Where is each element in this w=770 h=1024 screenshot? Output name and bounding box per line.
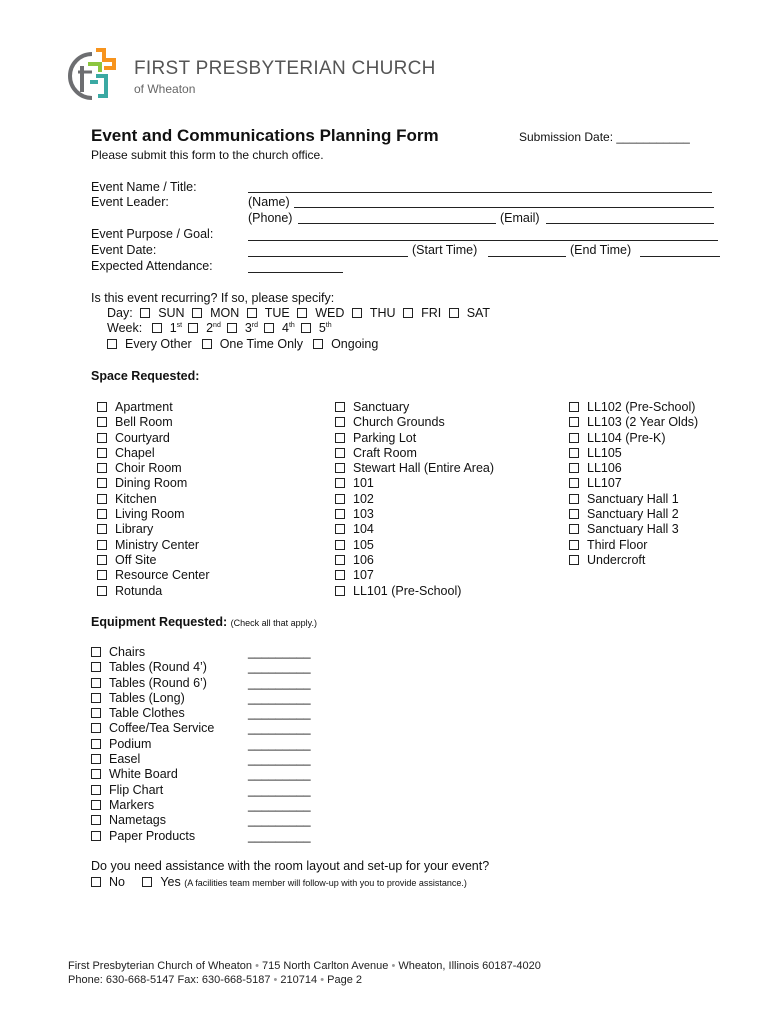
- equipment-quantity-blank[interactable]: _________: [248, 752, 311, 767]
- checkbox-icon[interactable]: [335, 509, 345, 519]
- space-item[interactable]: [97, 446, 210, 461]
- week-number: 2: [206, 321, 214, 335]
- footer-phone: Phone: 630-668-5147 Fax: 630-668-5187: [68, 974, 271, 986]
- start-time-label: (Start Time): [412, 243, 478, 257]
- equipment-item[interactable]: [91, 829, 214, 844]
- space-list-col2: [335, 400, 494, 599]
- checkbox-icon[interactable]: [569, 524, 579, 534]
- space-item-label: 102: [353, 491, 374, 506]
- day-label: Day:: [107, 306, 133, 320]
- space-item[interactable]: [335, 400, 494, 415]
- assistance-question: Do you need assistance with the room layout and set-up for your event?: [91, 859, 490, 873]
- name-label: (Name): [248, 195, 290, 209]
- checkbox-icon[interactable]: [91, 662, 101, 672]
- phone-field[interactable]: [298, 223, 496, 224]
- space-item-label: Bell Room: [115, 415, 173, 430]
- equipment-item-label: Nametags: [109, 813, 166, 828]
- checkbox-icon[interactable]: [91, 815, 101, 825]
- equipment-item[interactable]: [91, 721, 214, 736]
- frequency-option-0-label: Every Other: [125, 337, 192, 351]
- space-item-label: 101: [353, 476, 374, 491]
- space-item[interactable]: [97, 568, 210, 583]
- page-title: Event and Communications Planning Form: [91, 126, 439, 145]
- email-label: (Email): [500, 211, 540, 225]
- space-item-label: LL104 (Pre-K): [587, 430, 666, 445]
- footer-code: 210714: [280, 974, 318, 986]
- email-field[interactable]: [546, 223, 714, 224]
- space-item-label: Church Grounds: [353, 415, 445, 430]
- space-item[interactable]: [335, 476, 494, 491]
- checkbox-icon[interactable]: [91, 785, 101, 795]
- equipment-quantity-blank[interactable]: _________: [248, 660, 311, 675]
- equipment-item[interactable]: [91, 660, 214, 675]
- equipment-quantity-blank[interactable]: _________: [248, 675, 311, 690]
- checkbox-icon[interactable]: [142, 877, 152, 887]
- equipment-item-label: Tables (Round 4’): [109, 660, 207, 675]
- frequency-option-1[interactable]: [202, 337, 303, 351]
- checkbox-icon[interactable]: [91, 831, 101, 841]
- assistance-note: (A facilities team member will follow-up with you to provide assistance.): [184, 878, 467, 888]
- week-suffix: st: [176, 321, 183, 329]
- checkbox-icon[interactable]: [97, 448, 107, 458]
- footer-line1: [68, 960, 541, 972]
- space-item-label: LL106: [587, 461, 622, 476]
- day-option-wed[interactable]: [297, 306, 344, 320]
- event-date-label: Event Date:: [91, 243, 157, 257]
- space-item[interactable]: [97, 476, 210, 491]
- checkbox-icon[interactable]: [152, 323, 162, 333]
- submission-date[interactable]: Submission Date: ___________: [519, 130, 690, 144]
- purpose-field[interactable]: [248, 240, 718, 241]
- checkbox-icon[interactable]: [335, 402, 345, 412]
- equipment-item[interactable]: [91, 645, 214, 660]
- equipment-item-label: Easel: [109, 752, 141, 767]
- space-item-label: Resource Center: [115, 568, 210, 583]
- org-name: FIRST PRESBYTERIAN CHURCH: [134, 58, 436, 79]
- space-item-label: Sanctuary Hall 1: [587, 491, 679, 506]
- week-option-1[interactable]: [152, 321, 182, 335]
- day-option-wed-label: WED: [315, 306, 345, 320]
- checkbox-icon[interactable]: [335, 570, 345, 580]
- footer-address: 715 North Carlton Avenue: [262, 960, 389, 972]
- checkbox-icon[interactable]: [569, 402, 579, 412]
- space-item[interactable]: [97, 492, 210, 507]
- checkbox-icon[interactable]: [569, 448, 579, 458]
- space-item-label: Courtyard: [115, 430, 170, 445]
- checkbox-icon[interactable]: [335, 555, 345, 565]
- checkbox-icon[interactable]: [91, 800, 101, 810]
- equipment-list: [91, 645, 214, 844]
- purpose-label: Event Purpose / Goal:: [91, 227, 214, 241]
- no-label: No: [109, 875, 125, 889]
- space-item[interactable]: [97, 538, 210, 553]
- equipment-heading: Equipment Requested:: [91, 615, 228, 629]
- space-item-label: Craft Room: [353, 445, 417, 460]
- week-options: [146, 321, 332, 335]
- equipment-quantity-blank[interactable]: _________: [248, 645, 311, 659]
- space-item[interactable]: [335, 553, 494, 568]
- space-item[interactable]: [97, 553, 210, 568]
- day-option-mon-label: MON: [210, 306, 240, 320]
- day-option-sun[interactable]: [140, 306, 184, 320]
- equipment-item-label: White Board: [109, 767, 178, 782]
- space-item-label: 104: [353, 522, 374, 537]
- space-item-label: Choir Room: [115, 461, 182, 476]
- frequency-option-1-label: One Time Only: [219, 337, 304, 351]
- phone-label: (Phone): [248, 211, 293, 225]
- week-option-5[interactable]: [301, 321, 332, 335]
- checkbox-icon[interactable]: [335, 494, 345, 504]
- footer-org: First Presbyterian Church of Wheaton: [68, 960, 253, 972]
- checkbox-icon[interactable]: [335, 524, 345, 534]
- equipment-item-label: Markers: [109, 797, 155, 812]
- space-item[interactable]: [569, 492, 698, 507]
- attendance-field[interactable]: [248, 272, 343, 273]
- checkbox-icon[interactable]: [97, 463, 107, 473]
- checkbox-icon[interactable]: [202, 339, 212, 349]
- week-suffix: rd: [251, 321, 259, 329]
- space-item-label: Living Room: [115, 507, 185, 522]
- space-item[interactable]: [569, 522, 698, 537]
- space-item-label: Chapel: [115, 445, 155, 460]
- week-number: 5: [318, 321, 326, 335]
- space-item-label: Parking Lot: [353, 430, 417, 445]
- space-item-label: 103: [353, 507, 374, 522]
- checkbox-icon[interactable]: [140, 308, 150, 318]
- space-item-label: LL103 (2 Year Olds): [587, 415, 699, 430]
- equipment-item[interactable]: [91, 767, 214, 782]
- space-item[interactable]: [335, 461, 494, 476]
- space-item[interactable]: [97, 400, 210, 415]
- event-name-label: Event Name / Title:: [91, 180, 197, 194]
- equipment-item[interactable]: [91, 798, 214, 813]
- equipment-item-label: Table Clothes: [109, 706, 185, 721]
- equipment-heading-row: [91, 615, 317, 629]
- space-item-label: LL105: [587, 445, 622, 460]
- space-item-label: Off Site: [115, 552, 157, 567]
- checkbox-icon[interactable]: [335, 417, 345, 427]
- equipment-quantity-blank[interactable]: _________: [248, 706, 311, 721]
- assistance-yes-option[interactable]: [142, 875, 180, 889]
- checkbox-icon[interactable]: [97, 433, 107, 443]
- checkbox-icon[interactable]: [91, 693, 101, 703]
- equipment-item-label: Paper Products: [109, 828, 196, 843]
- day-option-mon[interactable]: [192, 306, 239, 320]
- equipment-quantity-list: [248, 645, 311, 844]
- space-item[interactable]: [335, 415, 494, 430]
- space-item[interactable]: [335, 584, 494, 599]
- week-option-3[interactable]: [227, 321, 258, 335]
- org-subtitle: of Wheaton: [134, 82, 196, 96]
- checkbox-icon[interactable]: [91, 678, 101, 688]
- checkbox-icon[interactable]: [91, 877, 101, 887]
- checkbox-icon[interactable]: [569, 433, 579, 443]
- checkbox-icon[interactable]: [313, 339, 323, 349]
- checkbox-icon[interactable]: [569, 494, 579, 504]
- equipment-item[interactable]: [91, 783, 214, 798]
- day-option-tue[interactable]: [247, 306, 290, 320]
- frequency-option-0[interactable]: [107, 337, 192, 351]
- footer-city: Wheaton, Illinois 60187-4020: [398, 960, 541, 972]
- event-date-field[interactable]: [248, 256, 408, 257]
- week-number: 4: [282, 321, 289, 335]
- recurring-question: Is this event recurring? If so, please specify:: [91, 291, 335, 305]
- space-item[interactable]: [569, 446, 698, 461]
- checkbox-icon[interactable]: [192, 308, 202, 318]
- space-item-label: Rotunda: [115, 583, 163, 598]
- space-item-label: Apartment: [115, 400, 173, 414]
- checkbox-icon[interactable]: [335, 463, 345, 473]
- space-item[interactable]: [569, 538, 698, 553]
- yes-label: Yes: [160, 875, 181, 889]
- space-item-label: 106: [353, 552, 374, 567]
- space-item-label: Stewart Hall (Entire Area): [353, 461, 495, 476]
- equipment-quantity-blank[interactable]: _________: [248, 721, 311, 736]
- space-item-label: Dining Room: [115, 476, 188, 491]
- checkbox-icon[interactable]: [569, 540, 579, 550]
- day-option-thu[interactable]: [352, 306, 396, 320]
- day-row: [107, 306, 490, 320]
- end-time-field[interactable]: [640, 256, 720, 257]
- space-item[interactable]: [335, 431, 494, 446]
- checkbox-icon[interactable]: [107, 339, 117, 349]
- space-item-label: Sanctuary Hall 2: [587, 507, 679, 522]
- instruction-text: Please submit this form to the church office.: [91, 148, 324, 162]
- equipment-quantity-blank[interactable]: _________: [248, 690, 311, 705]
- assistance-options: [91, 875, 467, 889]
- checkbox-icon[interactable]: [264, 323, 274, 333]
- event-name-field[interactable]: [248, 192, 712, 193]
- equipment-item[interactable]: [91, 813, 214, 828]
- space-item-label: 107: [353, 568, 374, 583]
- equipment-item-label: Flip Chart: [109, 782, 164, 797]
- equipment-item-label: Tables (Round 6’): [109, 675, 207, 690]
- checkbox-icon[interactable]: [97, 494, 107, 504]
- equipment-item-label: Coffee/Tea Service: [109, 721, 215, 736]
- leader-name-field[interactable]: [294, 207, 714, 208]
- space-list-col3: [569, 400, 698, 568]
- checkbox-icon[interactable]: [247, 308, 257, 318]
- space-item[interactable]: [97, 584, 210, 599]
- checkbox-icon[interactable]: [97, 586, 107, 596]
- space-heading: Space Requested:: [91, 369, 200, 383]
- space-item-label: Sanctuary Hall 3: [587, 522, 679, 537]
- equipment-quantity-blank[interactable]: _________: [248, 782, 311, 797]
- checkbox-icon[interactable]: [91, 647, 101, 657]
- day-options: [136, 306, 490, 320]
- space-item[interactable]: [335, 568, 494, 583]
- week-number: 3: [244, 321, 252, 335]
- church-logo-icon: [66, 46, 124, 104]
- week-row: [107, 321, 332, 335]
- space-item-label: LL102 (Pre-School): [587, 400, 696, 414]
- equipment-quantity-blank[interactable]: _________: [248, 828, 311, 843]
- checkbox-icon[interactable]: [91, 723, 101, 733]
- checkbox-icon[interactable]: [91, 739, 101, 749]
- space-item[interactable]: [569, 431, 698, 446]
- space-item-label: Undercroft: [587, 552, 646, 567]
- equipment-quantity-blank[interactable]: _________: [248, 797, 311, 812]
- equipment-item[interactable]: [91, 752, 214, 767]
- space-item[interactable]: [97, 415, 210, 430]
- checkbox-icon[interactable]: [91, 769, 101, 779]
- week-option-2[interactable]: [188, 321, 221, 335]
- footer-bullet: •: [255, 960, 259, 972]
- checkbox-icon[interactable]: [97, 478, 107, 488]
- week-number: 1: [169, 321, 177, 335]
- checkbox-icon[interactable]: [227, 323, 237, 333]
- space-item[interactable]: [569, 400, 698, 415]
- space-item[interactable]: [97, 507, 210, 522]
- checkbox-icon[interactable]: [297, 308, 307, 318]
- checkbox-icon[interactable]: [569, 509, 579, 519]
- equipment-item-label: Tables (Long): [109, 690, 185, 705]
- equipment-note: (Check all that apply.): [230, 618, 317, 628]
- equipment-item[interactable]: [91, 676, 214, 691]
- space-item[interactable]: [335, 492, 494, 507]
- footer-page: Page 2: [327, 974, 362, 986]
- start-time-field[interactable]: [488, 256, 566, 257]
- space-item[interactable]: [569, 553, 698, 568]
- space-item[interactable]: [335, 522, 494, 537]
- footer-bullet: •: [320, 974, 325, 986]
- space-item-label: 105: [353, 537, 374, 552]
- day-option-thu-label: THU: [369, 306, 396, 320]
- space-item[interactable]: [335, 538, 494, 553]
- week-option-4[interactable]: [264, 321, 295, 335]
- space-item-label: Third Floor: [587, 537, 648, 552]
- footer-line2: [68, 974, 362, 986]
- checkbox-icon[interactable]: [335, 478, 345, 488]
- space-item[interactable]: [97, 431, 210, 446]
- checkbox-icon[interactable]: [403, 308, 413, 318]
- checkbox-icon[interactable]: [91, 708, 101, 718]
- equipment-quantity-blank[interactable]: _________: [248, 736, 311, 751]
- checkbox-icon[interactable]: [335, 448, 345, 458]
- assistance-no-option[interactable]: [91, 875, 125, 889]
- frequency-row: [107, 337, 388, 351]
- checkbox-icon[interactable]: [97, 524, 107, 534]
- space-item-label: LL107: [587, 476, 622, 491]
- checkbox-icon[interactable]: [97, 402, 107, 412]
- checkbox-icon[interactable]: [97, 570, 107, 580]
- frequency-option-2[interactable]: [313, 337, 378, 351]
- space-item-label: Kitchen: [115, 491, 157, 506]
- checkbox-icon[interactable]: [335, 586, 345, 596]
- day-option-fri-label: FRI: [421, 306, 442, 320]
- space-item-label: Ministry Center: [115, 537, 200, 552]
- space-item[interactable]: [569, 507, 698, 522]
- checkbox-icon[interactable]: [97, 555, 107, 565]
- checkbox-icon[interactable]: [569, 417, 579, 427]
- equipment-item-label: Podium: [109, 736, 152, 751]
- space-item[interactable]: [97, 522, 210, 537]
- equipment-item-label: Chairs: [109, 645, 146, 659]
- week-suffix: th: [325, 321, 332, 329]
- week-label: Week:: [107, 321, 143, 335]
- equipment-item[interactable]: [91, 706, 214, 721]
- checkbox-icon[interactable]: [335, 433, 345, 443]
- checkbox-icon[interactable]: [97, 509, 107, 519]
- day-option-tue-label: TUE: [264, 306, 290, 320]
- checkbox-icon[interactable]: [97, 417, 107, 427]
- day-option-sun-label: SUN: [158, 306, 185, 320]
- equipment-item[interactable]: [91, 691, 214, 706]
- space-item[interactable]: [335, 507, 494, 522]
- footer-bullet: •: [391, 960, 396, 972]
- checkbox-icon[interactable]: [188, 323, 198, 333]
- checkbox-icon[interactable]: [569, 555, 579, 565]
- day-option-sat[interactable]: [449, 306, 490, 320]
- checkbox-icon[interactable]: [352, 308, 362, 318]
- checkbox-icon[interactable]: [97, 540, 107, 550]
- equipment-quantity-blank[interactable]: _________: [248, 813, 311, 828]
- space-item[interactable]: [569, 476, 698, 491]
- space-list-col1: [97, 400, 210, 599]
- day-option-fri[interactable]: [403, 306, 441, 320]
- checkbox-icon[interactable]: [91, 754, 101, 764]
- week-suffix: th: [288, 321, 295, 329]
- footer-bullet: •: [273, 974, 278, 986]
- space-item[interactable]: [97, 461, 210, 476]
- space-item-label: LL101 (Pre-School): [353, 583, 462, 598]
- checkbox-icon[interactable]: [449, 308, 459, 318]
- checkbox-icon[interactable]: [569, 463, 579, 473]
- event-leader-label: Event Leader:: [91, 195, 169, 209]
- equipment-quantity-blank[interactable]: _________: [248, 767, 311, 782]
- checkbox-icon[interactable]: [335, 540, 345, 550]
- space-item-label: Library: [115, 522, 154, 537]
- equipment-item[interactable]: [91, 737, 214, 752]
- checkbox-icon[interactable]: [569, 478, 579, 488]
- week-suffix: nd: [213, 321, 221, 329]
- checkbox-icon[interactable]: [301, 323, 311, 333]
- attendance-label: Expected Attendance:: [91, 259, 213, 273]
- space-item[interactable]: [569, 415, 698, 430]
- day-option-sat-label: SAT: [466, 306, 491, 320]
- space-item[interactable]: [569, 461, 698, 476]
- frequency-option-2-label: Ongoing: [331, 337, 379, 351]
- space-item[interactable]: [335, 446, 494, 461]
- space-item-label: Sanctuary: [353, 400, 410, 414]
- end-time-label: (End Time): [570, 243, 632, 257]
